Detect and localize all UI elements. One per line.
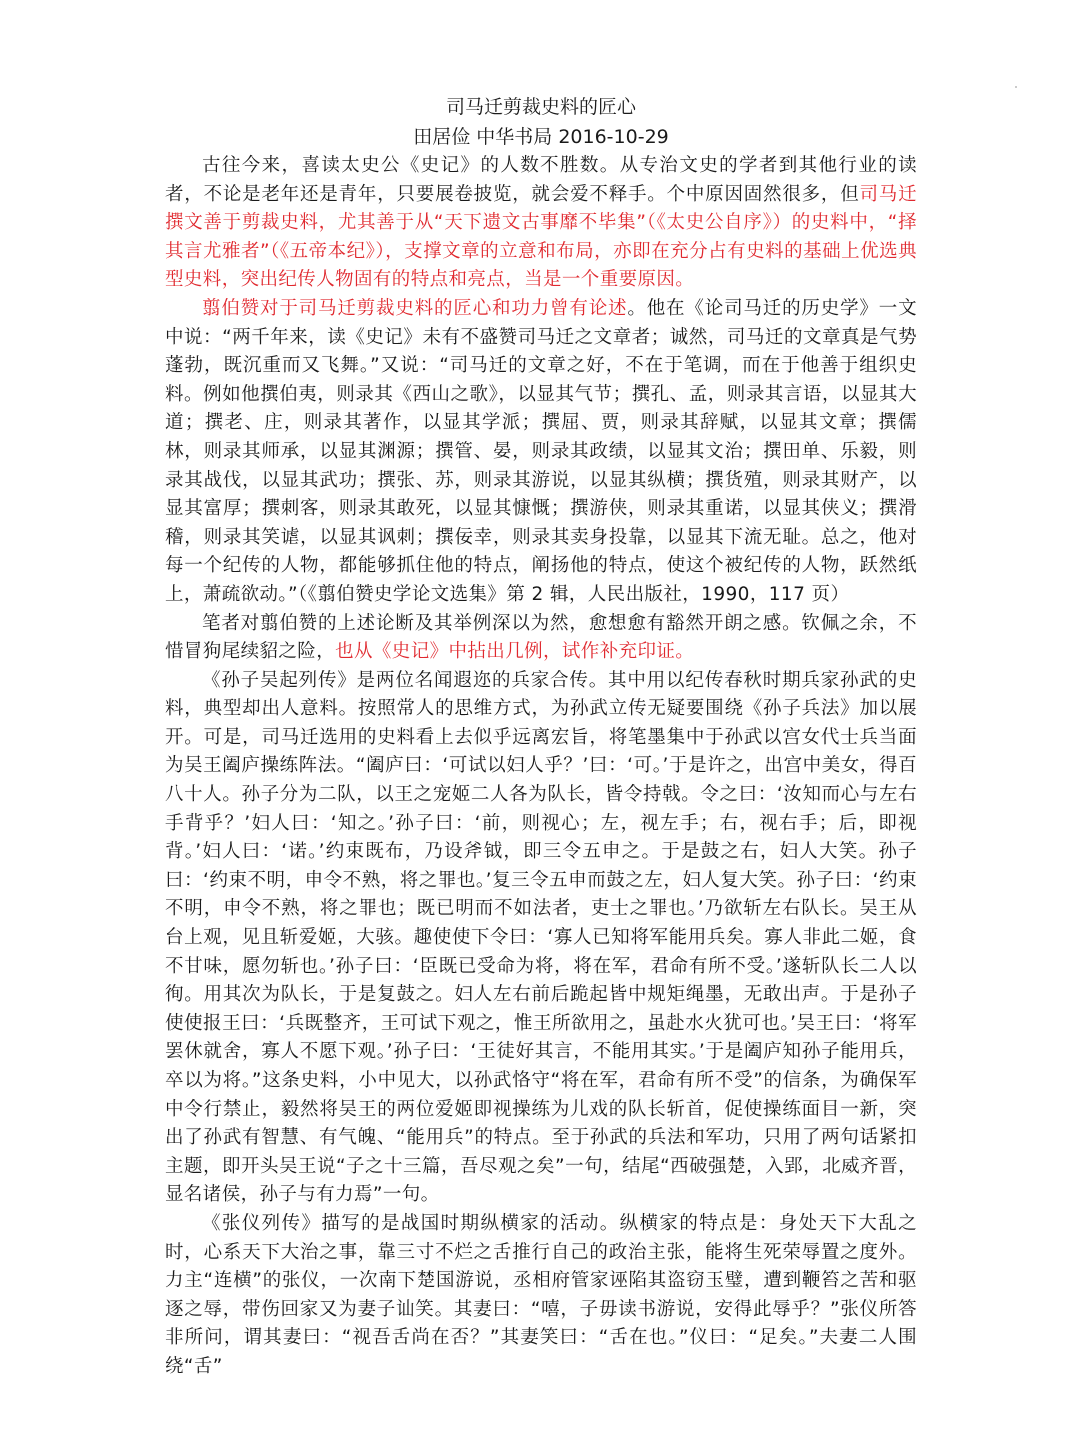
paragraph-2-text: 。他在《论司马迁的历史学》一文中说：“两千年来，读《史记》未有不盛赞司马迁之文章者；诚然，司马迁的文章真是气势蓬勃，既沉重而又飞舞。”又说：“司马迁的文章之好，不在于笔调，而在于他善于组织史料。例如他撰伯夷，则录其《西山之歌》，以显其气节；撰孔、孟，则录其言语，以显其大道；撰老、庄，则录其著作，以显其学派；撰屈、贾，则录其辞赋，以显其文章；撰儒林，则录其师承，以显其渊源；撰管、晏，则录其政绩，以显其文治；撰田单、乐毅，则录其战伐，以显其武功；撰张、苏，则录其游说，以显其纵横；撰货殖，则录其财产，以显其富厚；撰刺客，则录其敢死，以显其慷慨；撰游侠，则录其重诺，以显其侠义；撰滑稽，则录其笑谑，以显其讽刺；撰佞幸，则录其卖身投靠，以显其下流无耻。总之，他对每一个纪传的人物，都能够抓住他的特点，阐扬他的特点，使这个被纪传的人物，跃然纸上，萧疏欲动。”（《翦伯赞史学论文选集》第 2 辑，人民出版社，1990，117 页） — [165, 297, 917, 605]
article-byline: 田居俭 中华书局 2016-10-29 — [413, 126, 669, 148]
paragraph-3-highlight: 也从《史记》中拈出几例，试作补充印证。 — [335, 641, 695, 663]
paragraph-4-text: 《孙子吴起列传》是两位名闻遐迩的兵家合传。其中用以纪传春秋时期兵家孙武的史料，典型却出人意料。按照常人的思维方式，为孙武立传无疑要围绕《孙子兵法》加以展开。可是，司马迁选用的史料看上去似乎远离宏旨，将笔墨集中于孙武以宫女代士兵当面为吴王阖庐操练阵法。“阖庐曰：‘可试以妇人乎？’曰：‘可。’于是许之，出宫中美女，得百八十人。孙子分为二队，以王之宠姬二人各为队长，皆令持戟。令之曰：‘汝知而心与左右手背乎？’妇人曰：‘知之。’孙子曰：‘前，则视心；左，视左手；右，视右手；后，即视背。’妇人曰：‘诺。’约束既布，乃设斧钺，即三令五申之。于是鼓之右，妇人大笑。孙子曰：‘约束不明，申令不熟，将之罪也。’复三令五申而鼓之左，妇人复大笑。孙子曰：‘约束不明，申令不熟，将之罪也；既已明而不如法者，吏士之罪也。’乃欲斩左右队长。吴王从台上观，见且斩爱姬，大骇。趣使使下令曰：‘寡人已知将军能用兵矣。寡人非此二姬，食不甘味，愿勿斩也。’孙子曰：‘臣既已受命为将，将在军，君命有所不受。’遂斩队长二人以徇。用其次为队长，于是复鼓之。妇人左右前后跪起皆中规矩绳墨，无敢出声。于是孙子使使报王曰：‘兵既整齐，王可试下观之，惟王所欲用之，虽赴水火犹可也。’吴王曰：‘将军罢休就舍，寡人不愿下观。’孙子曰：‘王徒好其言，不能用其实。’于是阖庐知孙子能用兵，卒以为将。”这条史料，小中见大，以孙武恪守“将在军，君命有所不受”的信条，为确保军中令行禁止，毅然将吴王的两位爱姬即视操练为儿戏的队长斩首，促使操练面目一新，突出了孙武有智慧、有气魄、“能用兵”的特点。至于孙武的兵法和军功，只用了两句话紧扣主题，即开头吴王说“子之十三篇，吾尽观之矣”一句，结尾“西破强楚，入郢，北威齐晋，显名诸侯，孙子与有力焉”一句。 — [165, 669, 917, 1206]
paragraph-4 — [165, 667, 917, 1210]
paragraph-3-text: 笔者对翦伯赞的上述论断及其举例深以为然，愈想愈有豁然开朗之感。钦佩之余，不惜冒狗尾续貂之险， — [165, 612, 917, 663]
paragraph-1-text: 古往今来，喜读太史公《史记》的人数不胜数。从专治文史的学者到其他行业的读者，不论是老年还是青年，只要展卷披览，就会爱不释手。个中原因固然很多，但 — [165, 155, 917, 205]
article-page — [165, 92, 917, 1382]
scan-speck — [1015, 86, 1017, 88]
paragraph-2-highlight: 翦伯赞对于司马迁剪裁史料的匠心和功力曾有论述 — [202, 297, 628, 319]
article-title: 司马迁剪裁史料的匠心 — [445, 96, 636, 118]
paragraph-1 — [165, 152, 917, 295]
paragraph-5-text: 《张仪列传》描写的是战国时期纵横家的活动。纵横家的特点是：身处天下大乱之时，心系天下大治之事，靠三寸不烂之舌推行自己的政治主张，能将生死荣辱置之度外。力主“连横”的张仪，一次南下楚国游说，丞相府管家诬陷其盗窃玉璧，遭到鞭笞之苦和驱逐之辱，带伤回家又为妻子讪笑。其妻曰：“嘻，子毋读书游说，安得此辱乎？”张仪所答非所问，谓其妻曰：“视吾舌尚在否？”其妻笑曰：“舌在也。”仪曰：“足矣。”夫妻二人围绕“舌” — [165, 1212, 917, 1377]
paragraph-1-highlight: 司马迁撰文善于剪裁史料，尤其善于从“天下遗文古事靡不毕集”（《太史公自序》）的史料中，“择其言尤雅者”（《五帝本纪》），支撑文章的立意和布局，亦即在充分占有史料的基础上优选典型史料，突出纪传人物固有的特点和亮点，当是一个重要原因。 — [165, 183, 918, 291]
paragraph-2 — [165, 295, 917, 610]
paragraph-5 — [165, 1210, 917, 1382]
paragraph-3 — [165, 610, 917, 667]
